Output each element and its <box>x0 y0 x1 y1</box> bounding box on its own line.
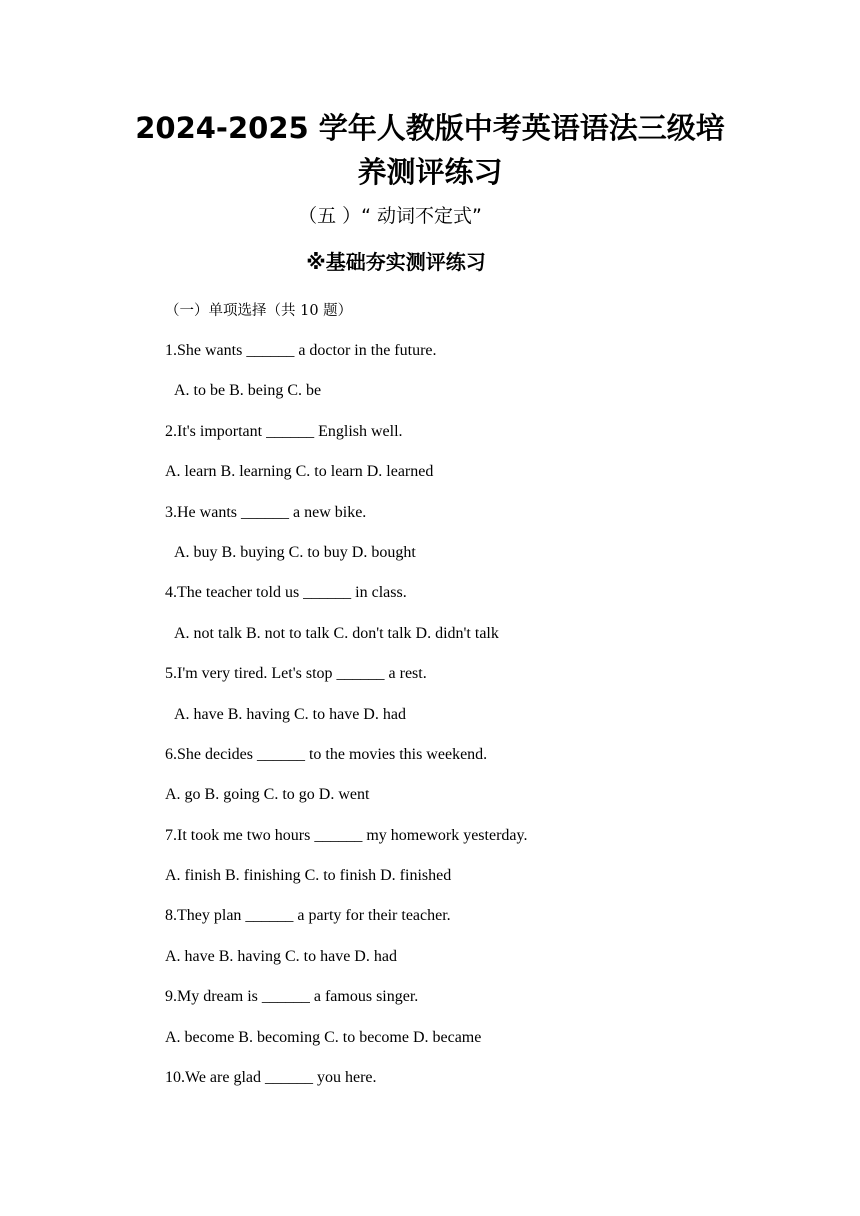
question-1-options: A. to be B. being C. be <box>174 382 322 400</box>
question-5-options: A. have B. having C. to have D. had <box>174 705 406 723</box>
question-10-stem: 10.We are glad ______ you here. <box>165 1069 377 1087</box>
question-2-options: A. learn B. learning C. to learn D. learned <box>165 463 434 481</box>
question-3-stem: 3.He wants ______ a new bike. <box>165 503 367 521</box>
question-2-stem: 2.It's important ______ English well. <box>165 422 403 440</box>
document-subtitle: （五 ）“ 动词不定式” <box>298 205 482 227</box>
document-title-line-1: 2024-2025 学年人教版中考英语语法三级培 <box>135 111 725 145</box>
document-title-line-2: 养测评练习 <box>357 155 503 189</box>
question-list <box>0 340 860 1107</box>
question-5-stem: 5.I'm very tired. Let's stop ______ a rest. <box>165 665 427 683</box>
question-9-stem: 9.My dream is ______ a famous singer. <box>165 988 419 1006</box>
section-title: ※基础夯实测评练习 <box>306 250 486 274</box>
part-heading: （一）单项选择（共 10 题） <box>165 303 353 319</box>
question-7-stem: 7.It took me two hours ______ my homework yesterday. <box>165 826 528 844</box>
question-4-options: A. not talk B. not to talk C. don't talk D. didn't talk <box>174 624 499 642</box>
question-1-stem: 1.She wants ______ a doctor in the future. <box>165 342 437 359</box>
question-4-stem: 4.The teacher told us ______ in class. <box>165 584 407 602</box>
question-7-options: A. finish B. finishing C. to finish D. finished <box>165 867 452 885</box>
question-6-options: A. go B. going C. to go D. went <box>165 786 370 804</box>
question-6-stem: 6.She decides ______ to the movies this weekend. <box>165 745 488 763</box>
question-3-options: A. buy B. buying C. to buy D. bought <box>174 543 416 561</box>
question-8-stem: 8.They plan ______ a party for their teacher. <box>165 907 451 925</box>
question-9-options: A. become B. becoming C. to become D. became <box>165 1028 482 1046</box>
question-8-options: A. have B. having C. to have D. had <box>165 947 397 965</box>
